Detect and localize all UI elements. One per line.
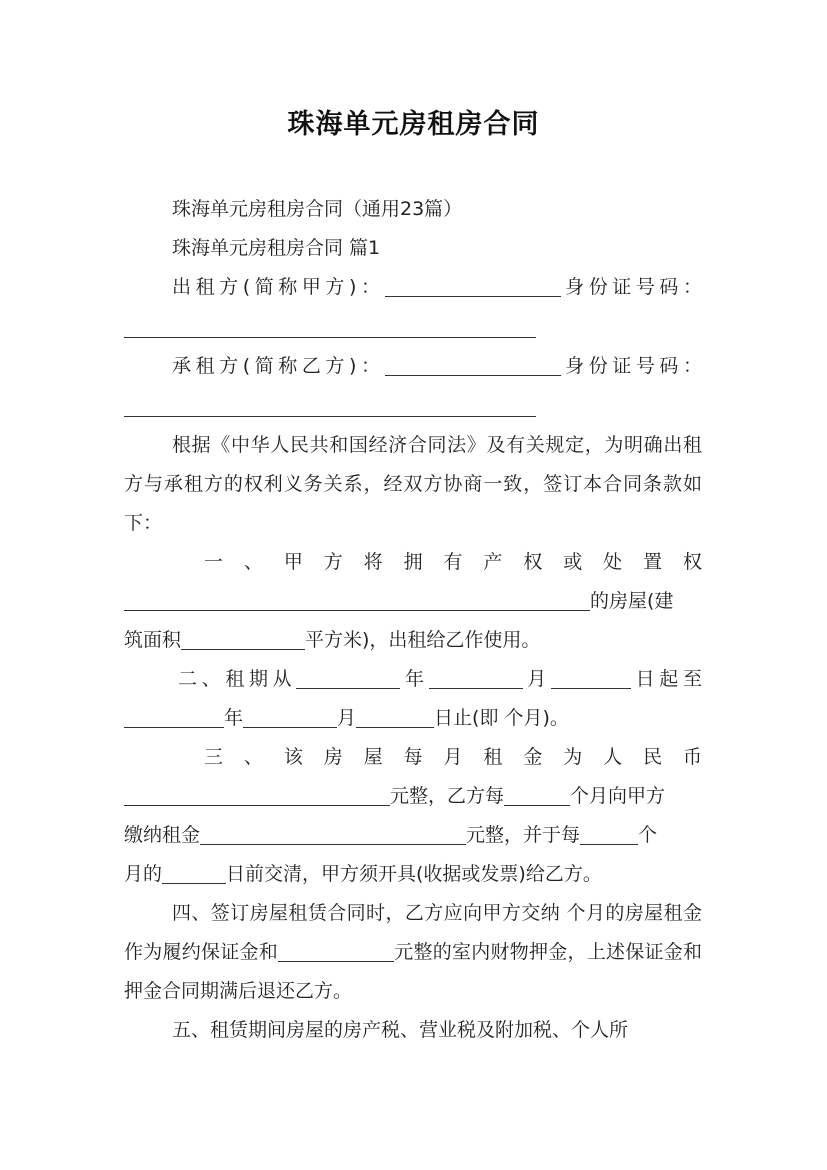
lessor-line	[124, 268, 702, 307]
end-year-blank	[124, 703, 224, 728]
end-day-blank	[356, 703, 434, 728]
document-title: 珠海单元房租房合同	[287, 109, 540, 140]
monthly-rent-blank	[124, 781, 390, 806]
lessee-name-blank	[385, 351, 561, 376]
clause-3-line-1: 三、该房屋每月租金为人民币	[204, 746, 702, 768]
lessee-id-blank	[124, 386, 536, 417]
clause-2-line-1: 二、租期从 年 月 日起至	[124, 660, 702, 699]
clause-5: 五、租赁期间房屋的房产税、营业税及附加税、个人所	[172, 1019, 629, 1041]
lessor-name-blank	[385, 272, 561, 297]
lessee-line	[124, 347, 702, 386]
deposit-blank	[278, 937, 394, 962]
start-year-blank	[296, 664, 400, 689]
lessor-id-label: 身份证号码：	[560, 276, 702, 298]
payment-interval-blank	[504, 781, 570, 806]
clause-4: 四、签订房屋租赁合同时，乙方应向甲方交纳 个月的房屋租金作为履约保证金和 元整的室内财物押金，上述保证金和押金合同期满后退还乙方。	[124, 902, 702, 1002]
rent-amount-blank	[200, 820, 466, 845]
start-month-blank	[429, 664, 523, 689]
intro-paragraph: 根据《中华人民共和国经济合同法》及有关规定，为明确出租方与承租方的权利义务关系，经双方协商一致，签订本合同条款如下：	[124, 434, 702, 534]
clause-1-line-1: 一、甲方将拥有产权或处置权	[204, 551, 702, 573]
clause-1-line-3: 筑面积 平方米)，出租给乙作使用。	[124, 621, 702, 660]
end-month-blank	[243, 703, 337, 728]
area-blank	[181, 625, 305, 650]
document-body	[124, 190, 702, 1050]
start-day-blank	[551, 664, 631, 689]
lessee-label: 承租方(简称乙方)：	[172, 355, 385, 377]
clause-3-line-2: 元整，乙方每 个月向甲方	[124, 777, 702, 816]
lessee-id-label: 身份证号码：	[560, 355, 702, 377]
lessor-label: 出租方(简称甲方)：	[172, 276, 385, 298]
clause-1-line-2: 的房屋(建	[124, 582, 702, 621]
pay-day-blank	[162, 859, 226, 884]
subtitle: 珠海单元房租房合同（通用23篇）	[172, 198, 463, 220]
lessor-id-blank	[124, 307, 536, 338]
months-blank	[580, 820, 638, 845]
section-heading: 珠海单元房租房合同 篇1	[172, 237, 381, 259]
property-address-blank	[124, 586, 590, 611]
clause-3-line-4: 月的 日前交清，甲方须开具(收据或发票)给乙方。	[124, 855, 702, 894]
clause-2-line-2: 年 月 日止(即 个月)。	[124, 699, 702, 738]
clause-3-line-3: 缴纳租金 元整，并于每 个	[124, 816, 702, 855]
